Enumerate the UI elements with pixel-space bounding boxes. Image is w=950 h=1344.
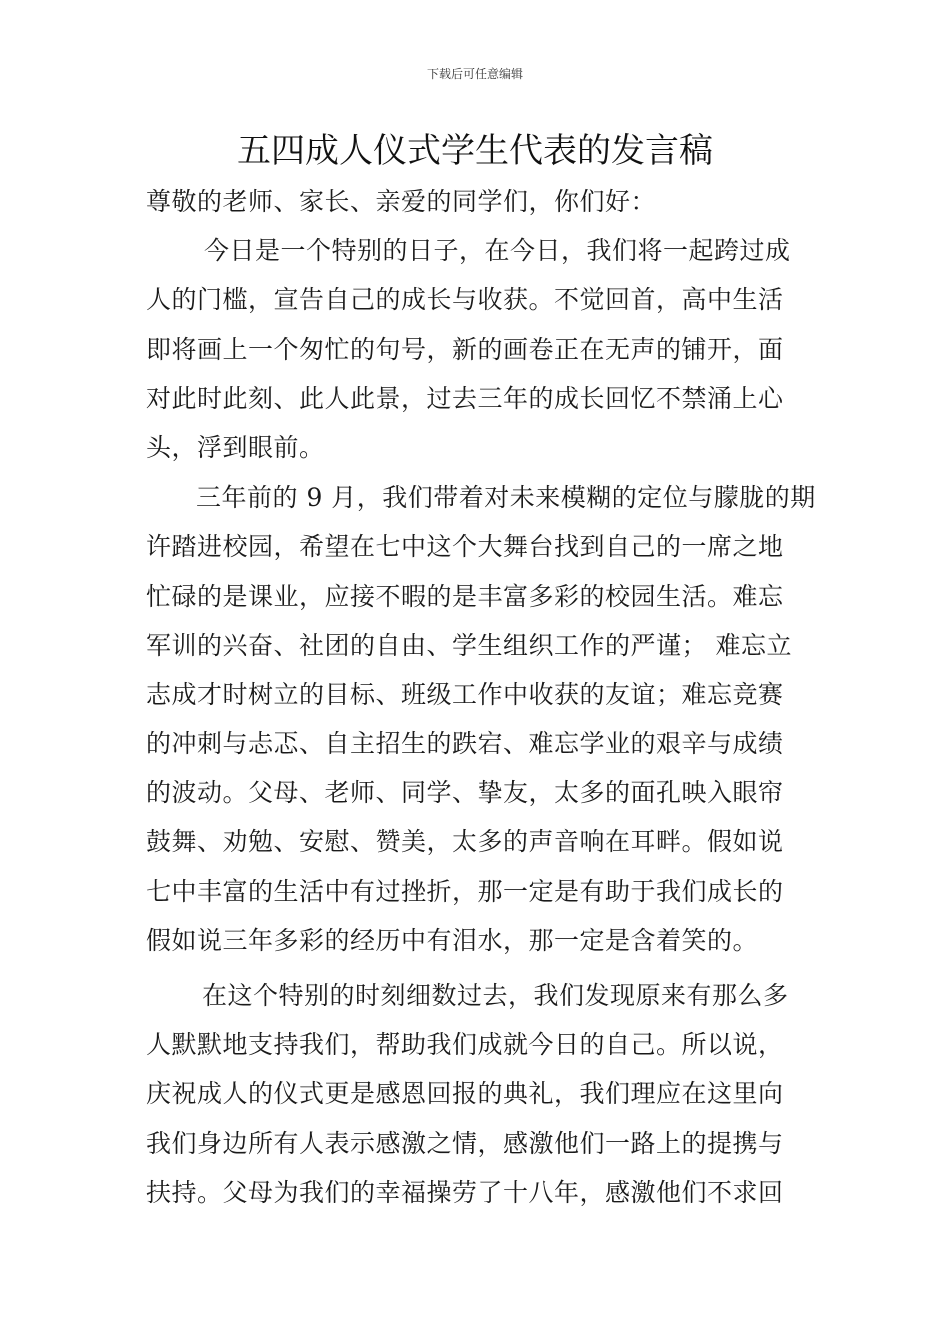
text-line: 庆祝成人的仪式更是感恩回报的典礼，我们理应在这里向 (146, 1079, 784, 1109)
text-line: 七中丰富的生活中有过挫折，那一定是有助于我们成长的 (146, 876, 784, 906)
text-line: 对此时此刻、此人此景，过去三年的成长回忆不禁涌上心 (146, 383, 784, 413)
text-line: 人默默地支持我们，帮助我们成就今日的自己。所以说， (146, 1030, 784, 1060)
header-note: 下载后可任意编辑 (426, 67, 523, 81)
text-line: 的波动。父母、老师、同学、挚友，太多的面孔映入眼帘 (146, 778, 784, 808)
text-line: 头，浮到眼前。 (146, 432, 325, 462)
speech-body (146, 177, 816, 1217)
text-line: 我们身边所有人表示感激之情，感激他们一路上的提携与 (146, 1128, 784, 1158)
text-line: 军训的兴奋、社团的自由、学生组织工作的严谨； 难忘立 (146, 630, 792, 660)
text-line: 今日是一个特别的日子，在今日，我们将一起跨过成 (204, 236, 791, 266)
text-line: 假如说三年多彩的经历中有泪水，那一定是含着笑的。 (146, 925, 759, 955)
text-line: 三年前的 9 月，我们带着对未来模糊的定位与朦胧的期 (196, 483, 816, 513)
page-title: 五四成人仪式学生代表的发言稿 (237, 131, 713, 171)
text-line: 鼓舞、劝勉、安慰、赞美，太多的声音响在耳畔。假如说 (146, 827, 784, 857)
text-line: 志成才时树立的目标、班级工作中收获的友谊；难忘竞赛 (146, 679, 784, 709)
text-line: 忙碌的是课业，应接不暇的是丰富多彩的校园生活。难忘 (146, 581, 784, 611)
text-line: 人的门槛，宣告自己的成长与收获。不觉回首，高中生活 (146, 285, 784, 315)
text-line: 即将画上一个匆忙的句号，新的画卷正在无声的铺开，面 (146, 334, 784, 364)
text-line: 许踏进校园，希望在七中这个大舞台找到自己的一席之地 (146, 532, 784, 562)
text-line: 在这个特别的时刻细数过去，我们发现原来有那么多 (202, 981, 789, 1010)
text-line: 扶持。父母为我们的幸福操劳了十八年，感激他们不求回 (146, 1177, 784, 1207)
text-line: 的冲刺与忐忑、自主招生的跌宕、难忘学业的艰辛与成绩 (146, 729, 784, 759)
text-line: 尊敬的老师、家长、亲爱的同学们，你们好： (146, 187, 657, 216)
